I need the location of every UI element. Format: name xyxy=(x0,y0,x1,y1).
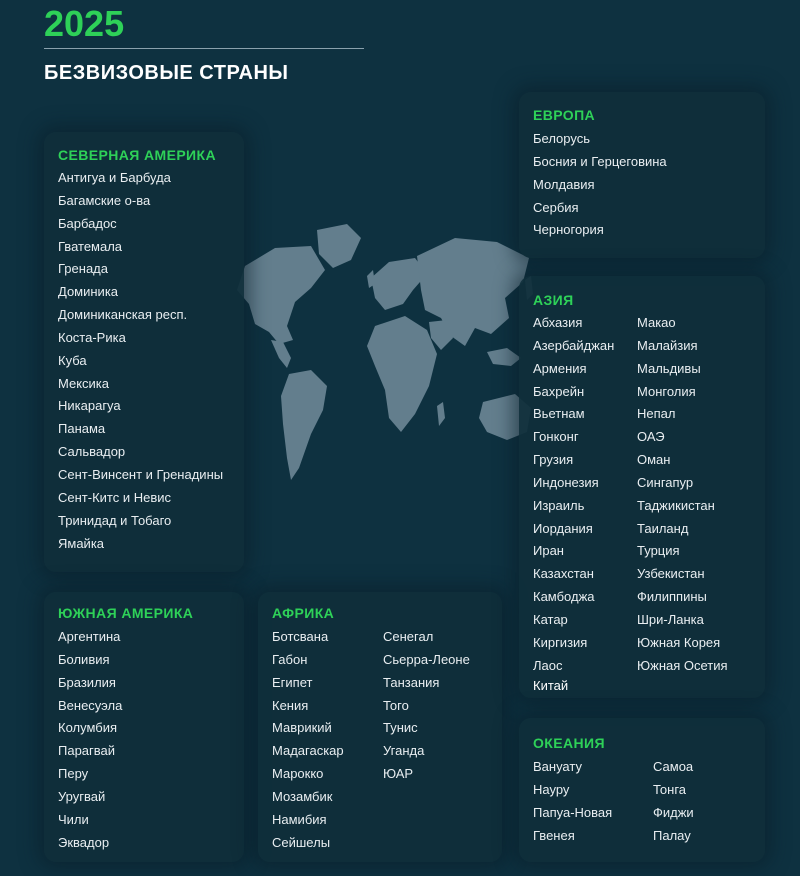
country-item: Доминика xyxy=(58,284,119,300)
country-item: Гренада xyxy=(58,261,108,277)
region-card-asia xyxy=(519,276,765,698)
country-column xyxy=(637,312,728,694)
country-item: Малайзия xyxy=(637,337,698,353)
country-item: Иран xyxy=(533,543,564,559)
country-item: Панама xyxy=(58,421,106,437)
region-title-north-america: СЕВЕРНАЯ АМЕРИКА xyxy=(58,147,216,163)
country-item: Кения xyxy=(272,697,309,713)
country-column xyxy=(58,167,223,555)
country-item: Индонезия xyxy=(533,474,599,490)
country-item: Гватемала xyxy=(58,238,123,254)
country-item: Бахрейн xyxy=(533,383,585,399)
region-card-south-america xyxy=(44,592,244,862)
country-item: Киргизия xyxy=(533,634,588,650)
country-item: Черногория xyxy=(533,222,604,238)
country-item: Иордания xyxy=(533,520,593,536)
country-item: Габон xyxy=(272,651,308,667)
country-item: Камбоджа xyxy=(533,589,595,605)
country-item: Бразилия xyxy=(58,674,116,690)
country-item: Непал xyxy=(637,406,676,422)
country-item: ЮАР xyxy=(383,766,414,782)
country-item: Сербия xyxy=(533,199,579,215)
region-card-africa xyxy=(258,592,502,862)
year-title: 2025 xyxy=(44,3,125,44)
country-item-extra: Китай xyxy=(533,677,569,693)
country-column xyxy=(383,626,470,854)
country-item: Науру xyxy=(533,781,570,797)
country-item: Палау xyxy=(653,827,691,843)
country-item: Мадагаскар xyxy=(272,743,344,759)
country-item: Танзания xyxy=(383,674,440,690)
country-item: Доминиканская респ. xyxy=(58,307,188,323)
country-item: Вануату xyxy=(533,759,582,774)
country-item: Никарагуа xyxy=(58,398,121,414)
country-item: Венесуэла xyxy=(58,697,123,713)
country-item: Тонга xyxy=(653,781,687,797)
country-item: Сейшелы xyxy=(272,834,331,850)
region-title-africa: АФРИКА xyxy=(272,605,335,621)
country-item: Эквадор xyxy=(58,834,110,850)
country-item: Молдавия xyxy=(533,176,595,192)
region-title-asia: АЗИЯ xyxy=(533,292,574,308)
country-item: Макао xyxy=(637,315,676,330)
country-column xyxy=(272,626,383,854)
country-item: Сингапур xyxy=(637,474,694,490)
region-card-north-america xyxy=(44,132,244,572)
country-column xyxy=(533,312,637,694)
country-item: Тринидад и Тобаго xyxy=(58,512,172,528)
country-item: Боливия xyxy=(58,651,110,667)
country-item: Южная Корея xyxy=(637,634,721,650)
country-item: Антигуа и Барбуда xyxy=(58,170,171,185)
country-item: Парагвай xyxy=(58,743,116,759)
country-item: Шри-Ланка xyxy=(637,611,704,627)
country-item: Лаос xyxy=(533,657,563,673)
country-item: Вьетнам xyxy=(533,406,585,422)
country-item: Азербайджан xyxy=(533,337,615,353)
country-item: Куба xyxy=(58,352,87,368)
country-item: Фиджи xyxy=(653,804,694,820)
region-card-europe xyxy=(519,92,765,258)
country-item: Маврикий xyxy=(272,720,332,736)
country-item: Барбадос xyxy=(58,215,117,231)
country-item: Турция xyxy=(637,543,680,559)
country-item: Аргентина xyxy=(58,629,121,644)
country-item: Таиланд xyxy=(637,520,689,536)
country-item: Египет xyxy=(272,674,313,690)
country-item: Казахстан xyxy=(533,566,594,582)
country-item: Намибия xyxy=(272,811,327,827)
country-item: Марокко xyxy=(272,766,324,782)
country-item: Белорусь xyxy=(533,131,591,146)
country-item: Южная Осетия xyxy=(637,657,728,673)
country-column xyxy=(533,128,667,242)
country-item: Тунис xyxy=(383,720,418,736)
country-item: Колумбия xyxy=(58,720,117,736)
country-item: Армения xyxy=(533,360,587,376)
country-item: Узбекистан xyxy=(637,566,705,582)
country-item: Сент-Китс и Невис xyxy=(58,489,171,505)
country-item: Сент-Винсент и Гренадины xyxy=(58,466,224,482)
country-item: Ямайка xyxy=(58,535,105,551)
country-item: Грузия xyxy=(533,452,574,468)
region-card-oceania xyxy=(519,718,765,862)
region-title-south-america: ЮЖНАЯ АМЕРИКА xyxy=(58,605,194,621)
country-item: Таджикистан xyxy=(637,497,715,513)
region-title-oceania: ОКЕАНИЯ xyxy=(533,735,605,751)
country-item: Ботсвана xyxy=(272,629,329,644)
country-item: Абхазия xyxy=(533,315,583,330)
country-item: Израиль xyxy=(533,497,585,513)
country-item: Босния и Герцеговина xyxy=(533,153,667,169)
country-item: Перу xyxy=(58,766,89,782)
country-item: Чили xyxy=(58,811,89,827)
country-item: Мальдивы xyxy=(637,360,701,376)
country-item: Уругвай xyxy=(58,788,106,804)
country-item: Коста-Рика xyxy=(58,329,126,345)
country-column xyxy=(58,626,122,854)
country-column xyxy=(533,756,653,847)
title-divider xyxy=(44,48,364,49)
country-item: Папуа-Новая xyxy=(533,804,613,820)
country-item: ОАЭ xyxy=(637,429,665,445)
country-item: Гонконг xyxy=(533,429,579,445)
country-item: Оман xyxy=(637,452,671,468)
country-item: Гвенея xyxy=(533,827,575,843)
country-item: Сьерра-Леоне xyxy=(383,651,470,667)
page-subtitle: БЕЗВИЗОВЫЕ СТРАНЫ xyxy=(44,62,289,84)
country-item: Уганда xyxy=(383,743,425,759)
country-item: Того xyxy=(383,697,409,713)
country-item: Сенегал xyxy=(383,629,434,644)
country-item: Багамские о-ва xyxy=(58,192,151,208)
country-item: Сальвадор xyxy=(58,444,126,460)
country-item: Катар xyxy=(533,611,568,627)
country-item: Мозамбик xyxy=(272,788,333,804)
region-title-europe: ЕВРОПА xyxy=(533,107,596,123)
country-column xyxy=(653,756,694,847)
country-item: Мексика xyxy=(58,375,110,391)
country-item: Монголия xyxy=(637,383,696,399)
country-item: Самоа xyxy=(653,759,694,774)
country-item: Филиппины xyxy=(637,589,707,605)
